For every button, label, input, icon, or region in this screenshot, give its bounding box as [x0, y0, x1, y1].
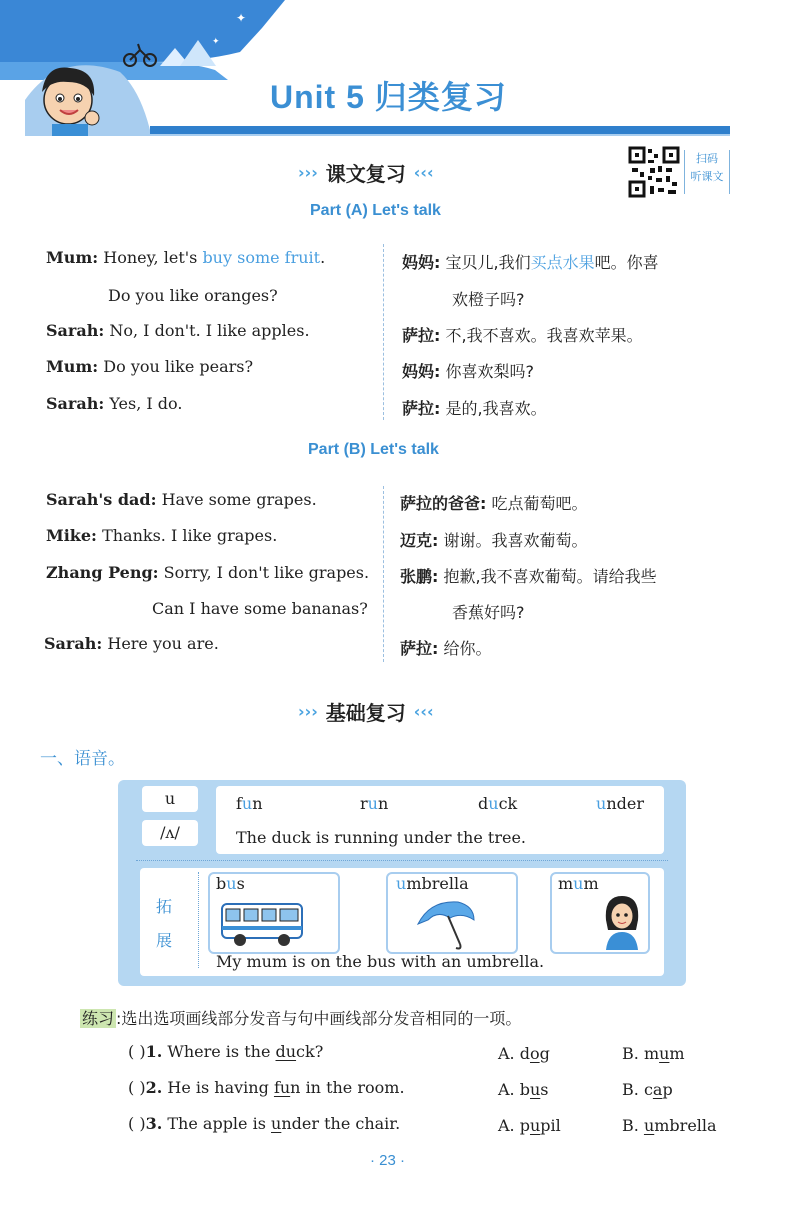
phonics-panel	[118, 780, 686, 986]
word-part: b	[216, 874, 227, 893]
ipa-box: /ʌ/	[142, 820, 198, 846]
zh-highlight: 买点水果	[530, 253, 595, 272]
arrows-left-icon: ‹‹‹	[413, 702, 434, 721]
qr-caption	[684, 150, 730, 194]
line-text: Thanks. I like grapes.	[102, 526, 278, 545]
item-text-end: n in the room.	[290, 1078, 405, 1097]
translation-line	[400, 528, 588, 551]
translation-line	[400, 564, 657, 587]
line-text: No, I don't. I like apples.	[109, 321, 310, 340]
exercise-item	[128, 1114, 400, 1133]
word-vowel: u	[241, 794, 253, 813]
zh-text: 不,我不喜欢。我喜欢苹果。	[445, 326, 643, 345]
dialog-line: Can I have some bananas?	[152, 599, 368, 618]
dialog-line	[46, 248, 325, 267]
part-a-title: Part (A) Let's talk	[310, 202, 441, 219]
vertical-divider	[198, 872, 199, 968]
word-card-mum	[550, 872, 650, 954]
mum-icon	[600, 890, 644, 950]
option-a[interactable]	[498, 1080, 549, 1099]
speaker: Mike:	[46, 526, 97, 545]
dialog-divider	[383, 244, 384, 420]
page-title: Unit 5 归类复习	[270, 79, 507, 115]
line-text-end: .	[320, 248, 326, 267]
dialog-line	[46, 563, 369, 582]
option-part: b	[519, 1080, 530, 1099]
word-vowel: u	[573, 874, 584, 893]
option-part: pil	[540, 1116, 561, 1135]
qr-caption-line2: 听课文	[690, 170, 724, 183]
arrows-left-icon: ‹‹‹	[413, 163, 434, 182]
translation-line	[400, 636, 492, 659]
speaker: Sarah:	[44, 634, 103, 653]
speaker: Mum:	[46, 248, 99, 267]
word-part: m	[583, 874, 599, 893]
item-text: The apple is	[167, 1114, 272, 1133]
word-part: ck	[498, 794, 518, 813]
option-part: p	[662, 1080, 673, 1099]
option-underlined: o	[529, 1044, 540, 1063]
line-text: Here you are.	[107, 634, 219, 653]
answer-blank[interactable]: ( )	[128, 1078, 146, 1097]
option-part: c	[643, 1080, 653, 1099]
section-heading-text-review	[298, 158, 508, 187]
word-part: n	[377, 794, 389, 813]
extension-char: 展	[156, 931, 173, 950]
umbrella-icon	[414, 896, 478, 950]
svg-text:✦: ✦	[212, 37, 220, 47]
underlined-part: du	[275, 1042, 297, 1061]
answer-blank[interactable]: ( )	[128, 1114, 146, 1133]
exercise-item	[128, 1078, 405, 1097]
zh-speaker: 迈克:	[400, 531, 439, 550]
option-label: B.	[622, 1080, 644, 1099]
dialog-line	[44, 634, 219, 653]
option-label: A.	[498, 1116, 520, 1135]
word-box	[216, 786, 664, 854]
exercise-label: 练习	[82, 1009, 115, 1028]
word-part: d	[478, 794, 489, 813]
option-part: g	[539, 1044, 550, 1063]
question-heading: 一、语音。	[40, 749, 125, 769]
dialog-line	[46, 394, 182, 413]
dialog-line	[46, 490, 317, 509]
option-b[interactable]	[622, 1116, 717, 1135]
exercise-item	[128, 1042, 323, 1061]
answer-blank[interactable]: ( )	[128, 1042, 146, 1061]
word-vowel: u	[226, 874, 237, 893]
option-underlined: u	[643, 1116, 655, 1135]
word-part: f	[236, 794, 242, 813]
option-underlined: u	[529, 1116, 541, 1135]
extension-label	[156, 890, 172, 958]
zh-speaker: 萨拉:	[402, 399, 441, 418]
phonics-word	[360, 794, 388, 813]
translation-line: 欢橙子吗?	[452, 290, 525, 309]
item-text: He is having	[167, 1078, 274, 1097]
dialog-line	[46, 357, 253, 376]
highlight-text: buy some fruit	[202, 248, 321, 267]
extension-box	[140, 868, 664, 976]
phonics-word	[236, 794, 263, 813]
line-text: Sorry, I don't like grapes.	[163, 563, 370, 582]
option-label: B.	[622, 1116, 644, 1135]
word-part: r	[360, 794, 368, 813]
zh-text: 是的,我喜欢。	[445, 399, 547, 418]
card-word	[216, 874, 245, 893]
word-vowel: u	[596, 794, 607, 813]
option-part: p	[519, 1116, 530, 1135]
option-underlined: a	[652, 1080, 663, 1099]
option-part: s	[540, 1080, 549, 1099]
section-heading-basic-review	[298, 697, 508, 726]
zh-speaker: 萨拉:	[402, 326, 441, 345]
part-b-title: Part (B) Let's talk	[308, 441, 439, 458]
zh-text: 吃点葡萄吧。	[491, 494, 588, 513]
zh-text: 谢谢。我喜欢葡萄。	[443, 531, 588, 550]
word-part: nder	[606, 794, 644, 813]
arrows-right-icon: ›››	[298, 702, 318, 721]
word-part: s	[236, 874, 245, 893]
dotted-divider	[136, 860, 668, 861]
translation-line	[402, 396, 547, 419]
option-part: mbrella	[654, 1116, 717, 1135]
speaker: Zhang Peng:	[46, 563, 159, 582]
word-vowel: u	[367, 794, 378, 813]
word-vowel: u	[396, 874, 407, 893]
arrows-right-icon: ›››	[298, 163, 318, 182]
line-text: Have some grapes.	[161, 490, 317, 509]
option-a[interactable]	[498, 1044, 550, 1063]
line-text: Do you like pears?	[103, 357, 254, 376]
zh-text: 宝贝儿,我们	[445, 253, 531, 272]
zh-speaker: 张鹏:	[400, 567, 439, 586]
option-label: A.	[498, 1080, 520, 1099]
speaker: Mum:	[46, 357, 99, 376]
word-part: m	[558, 874, 574, 893]
speaker: Sarah's dad:	[46, 490, 157, 509]
translation-line: 香蕉好吗?	[452, 603, 525, 622]
exercise-instruction	[80, 1006, 521, 1029]
letter-box: u	[142, 786, 198, 812]
extension-char: 拓	[156, 897, 173, 916]
line-text: Yes, I do.	[109, 394, 183, 413]
speaker: Sarah:	[46, 321, 105, 340]
translation-line	[402, 359, 534, 382]
option-label: A.	[498, 1044, 520, 1063]
phonics-sentence: The duck is running under the tree.	[236, 828, 526, 847]
option-underlined: u	[659, 1044, 670, 1063]
underlined-part: fu	[273, 1078, 291, 1097]
zh-text-end: 吧。你喜	[594, 253, 659, 272]
translation-line	[402, 250, 659, 273]
option-part: d	[519, 1044, 530, 1063]
instruction-text: :选出选项画线部分发音与句中画线部分发音相同的一项。	[116, 1009, 522, 1028]
speaker: Sarah:	[46, 394, 105, 413]
option-part: m	[643, 1044, 660, 1063]
phonics-word	[596, 794, 644, 813]
item-text: Where is the	[167, 1042, 276, 1061]
item-text-end: ck?	[296, 1042, 324, 1061]
dialog-line	[46, 321, 310, 340]
option-underlined: u	[529, 1080, 541, 1099]
svg-text:✦: ✦	[236, 11, 247, 25]
option-b[interactable]	[622, 1080, 673, 1099]
translation-line	[402, 323, 643, 346]
qr-code-icon[interactable]	[628, 146, 680, 198]
item-number: 2.	[145, 1078, 163, 1097]
item-text-end: nder the chair.	[281, 1114, 401, 1133]
card-word	[396, 874, 469, 893]
extension-sentence: My mum is on the bus with an umbrella.	[216, 952, 545, 971]
option-label: B.	[622, 1044, 644, 1063]
zh-speaker: 萨拉的爸爸:	[400, 494, 487, 513]
page-number: · 23 ·	[370, 1152, 406, 1169]
zh-speaker: 妈妈:	[402, 253, 441, 272]
option-b[interactable]	[622, 1044, 685, 1063]
translation-line	[400, 491, 588, 514]
dialog-line: Do you like oranges?	[108, 286, 278, 305]
dialog-divider	[383, 486, 384, 662]
item-number: 3.	[145, 1114, 163, 1133]
word-card-umbrella	[386, 872, 518, 954]
dialog-line	[46, 526, 277, 545]
phonics-word	[478, 794, 517, 813]
word-part: n	[252, 794, 263, 813]
zh-text: 给你。	[443, 639, 492, 658]
zh-text: 你喜欢梨吗?	[445, 362, 534, 381]
card-word	[558, 874, 599, 893]
word-vowel: u	[488, 794, 499, 813]
word-card-bus	[208, 872, 340, 954]
section-title: 课文复习	[325, 164, 406, 186]
qr-caption-line1: 扫码	[696, 152, 718, 165]
section-title: 基础复习	[325, 703, 406, 725]
zh-speaker: 萨拉:	[400, 639, 439, 658]
option-part: m	[669, 1044, 685, 1063]
word-part: mbrella	[406, 874, 469, 893]
option-a[interactable]	[498, 1116, 561, 1135]
zh-speaker: 妈妈:	[402, 362, 441, 381]
underlined-part: u	[271, 1114, 282, 1133]
bus-icon	[220, 900, 304, 948]
zh-text: 抱歉,我不喜欢葡萄。请给我些	[443, 567, 657, 586]
item-number: 1.	[145, 1042, 163, 1061]
line-text: Honey, let's	[103, 248, 203, 267]
